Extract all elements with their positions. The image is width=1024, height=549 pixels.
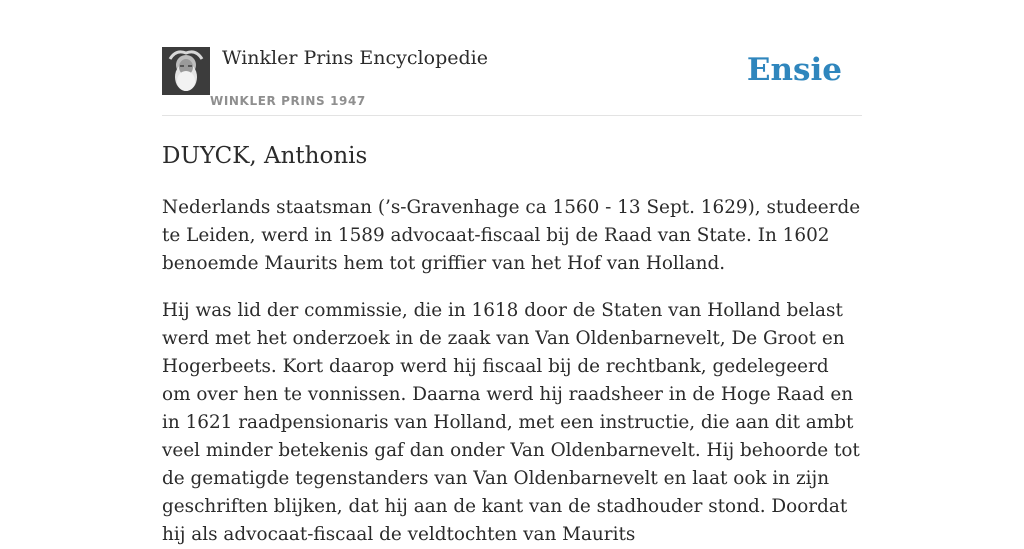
page: [162, 0, 862, 545]
source-title[interactable]: Winkler Prins Encyclopedie: [222, 47, 488, 69]
ensie-logo-link[interactable]: Ensie: [746, 52, 842, 88]
entry-title: DUYCK, Anthonis: [162, 143, 368, 169]
entry-paragraph: Hij was lid der commissie, die in 1618 door de Staten van Holland belast werd met het onderzoek in de zaak van Van Oldenbarnevelt, De Groot en Hogerbeets. Kort daarop werd hij fiscaal bij de rechtbank, gedelegeerd om over hen te vonnissen. Daarna werd hij raadsheer in de Hoge Raad en in 1621 raadpensionaris van Holland, met een instructie, die aan dit ambt veel minder betekenis gaf dan onder Van Oldenbarnevelt. Hij behoorde tot de gematigde tegenstanders van Van Oldenbarnevelt en laat ook in zijn geschriften blijken, dat hij aan de kant van de stadhouder stond. Doordat hij als advocaat-fiscaal de veldtochten van Maurits: [162, 300, 860, 545]
source-header: [162, 0, 862, 116]
source-subtitle[interactable]: WINKLER PRINS 1947: [210, 94, 366, 108]
entry-body: [162, 194, 862, 549]
entry-paragraph: Nederlands staatsman (’s-Gravenhage ca 1560 - 13 Sept. 1629), studeerde te Leiden, werd in 1589 advocaat-fiscaal bij de Raad van State. In 1602 benoemde Maurits hem tot griffier van het Hof van Holland.: [162, 197, 861, 274]
avatar[interactable]: [162, 47, 210, 95]
portrait-icon: [162, 47, 210, 95]
